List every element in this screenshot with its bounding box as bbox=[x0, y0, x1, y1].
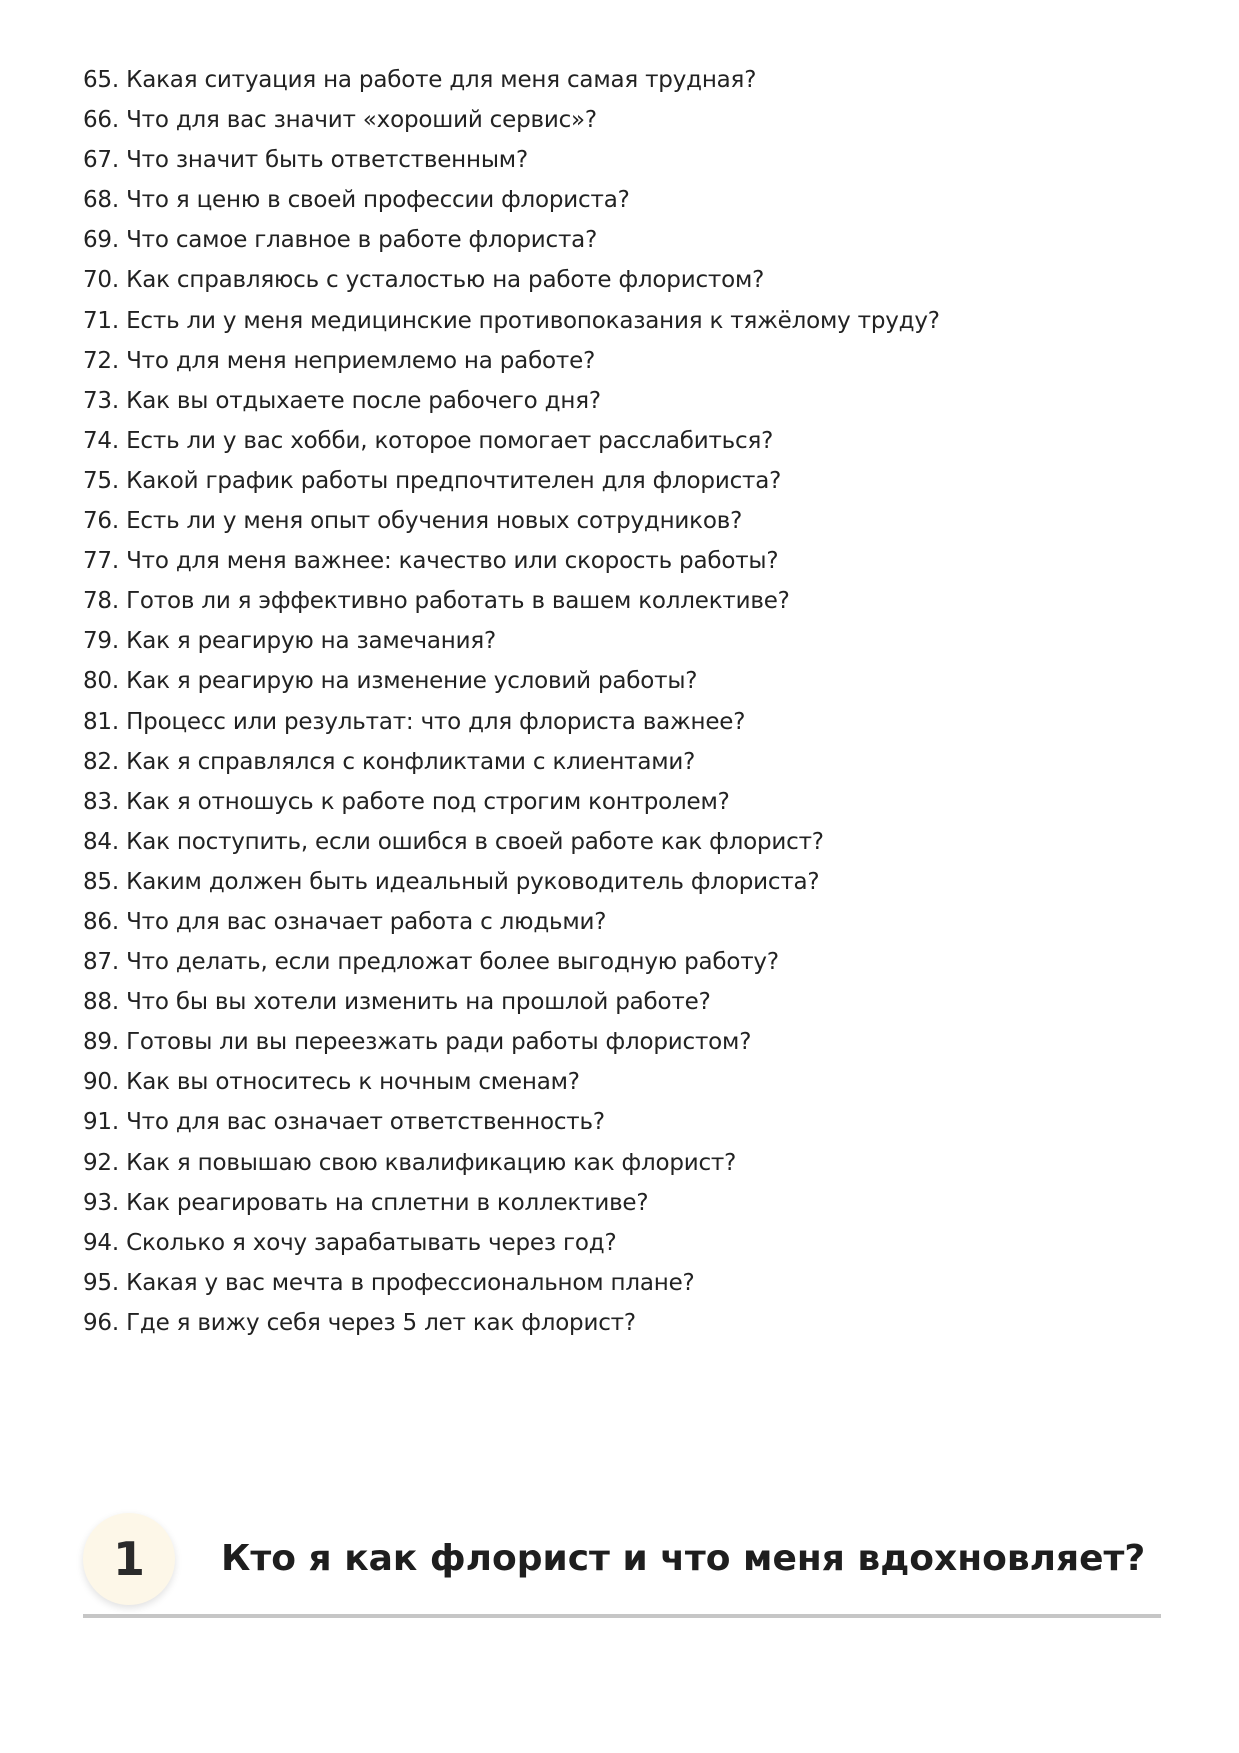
question-item: 76. Есть ли у меня опыт обучения новых сотрудников? bbox=[83, 508, 743, 535]
question-item: 81. Процесс или результат: что для флориста важнее? bbox=[83, 708, 746, 735]
question-item: 71. Есть ли у меня медицинские противопоказания к тяжёлому труду? bbox=[83, 307, 940, 334]
question-list bbox=[83, 60, 1183, 1343]
question-item: 82. Как я справлялся с конфликтами с клиентами? bbox=[83, 748, 696, 775]
question-item: 85. Каким должен быть идеальный руководитель флориста? bbox=[83, 868, 820, 895]
question-item: 68. Что я ценю в своей профессии флориста? bbox=[83, 187, 630, 214]
question-item: 78. Готов ли я эффективно работать в вашем коллективе? bbox=[83, 588, 790, 615]
question-item: 88. Что бы вы хотели изменить на прошлой работе? bbox=[83, 989, 711, 1016]
section-header bbox=[83, 1513, 1161, 1621]
question-item: 75. Какой график работы предпочтителен для флориста? bbox=[83, 467, 782, 494]
question-item: 93. Как реагировать на сплетни в коллективе? bbox=[83, 1189, 649, 1216]
question-item: 94. Сколько я хочу зарабатывать через год? bbox=[83, 1229, 617, 1256]
question-item: 96. Где я вижу себя через 5 лет как флорист? bbox=[83, 1309, 636, 1336]
question-item: 83. Как я отношусь к работе под строгим контролем? bbox=[83, 788, 730, 815]
question-item: 89. Готовы ли вы переезжать ради работы флористом? bbox=[83, 1029, 752, 1056]
question-item: 69. Что самое главное в работе флориста? bbox=[83, 227, 598, 254]
question-item: 66. Что для вас значит «хороший сервис»? bbox=[83, 107, 597, 134]
question-item: 65. Какая ситуация на работе для меня самая трудная? bbox=[83, 67, 757, 93]
question-item: 87. Что делать, если предложат более выгодную работу? bbox=[83, 949, 779, 976]
question-item: 73. Как вы отдыхаете после рабочего дня? bbox=[83, 387, 601, 414]
section-title: Кто я как флорист и что меня вдохновляет? bbox=[221, 1538, 1146, 1579]
question-item: 77. Что для меня важнее: качество или скорость работы? bbox=[83, 548, 779, 575]
question-item: 91. Что для вас означает ответственность? bbox=[83, 1109, 605, 1136]
question-item: 90. Как вы относитесь к ночным сменам? bbox=[83, 1069, 580, 1096]
section-number-badge: 1 bbox=[83, 1513, 175, 1605]
question-item: 86. Что для вас означает работа с людьми? bbox=[83, 908, 607, 935]
question-item: 92. Как я повышаю свою квалификацию как флорист? bbox=[83, 1149, 737, 1176]
question-item: 72. Что для меня неприемлемо на работе? bbox=[83, 347, 596, 374]
question-item: 70. Как справляюсь с усталостью на работе флористом? bbox=[83, 267, 765, 294]
question-item: 79. Как я реагирую на замечания? bbox=[83, 628, 497, 655]
question-item: 84. Как поступить, если ошибся в своей работе как флорист? bbox=[83, 828, 824, 855]
question-item: 74. Есть ли у вас хобби, которое помогает расслабиться? bbox=[83, 427, 774, 454]
question-item: 95. Какая у вас мечта в профессиональном плане? bbox=[83, 1269, 695, 1296]
question-item: 67. Что значит быть ответственным? bbox=[83, 147, 528, 174]
section-divider bbox=[83, 1614, 1161, 1618]
question-item: 80. Как я реагирую на изменение условий работы? bbox=[83, 668, 698, 695]
